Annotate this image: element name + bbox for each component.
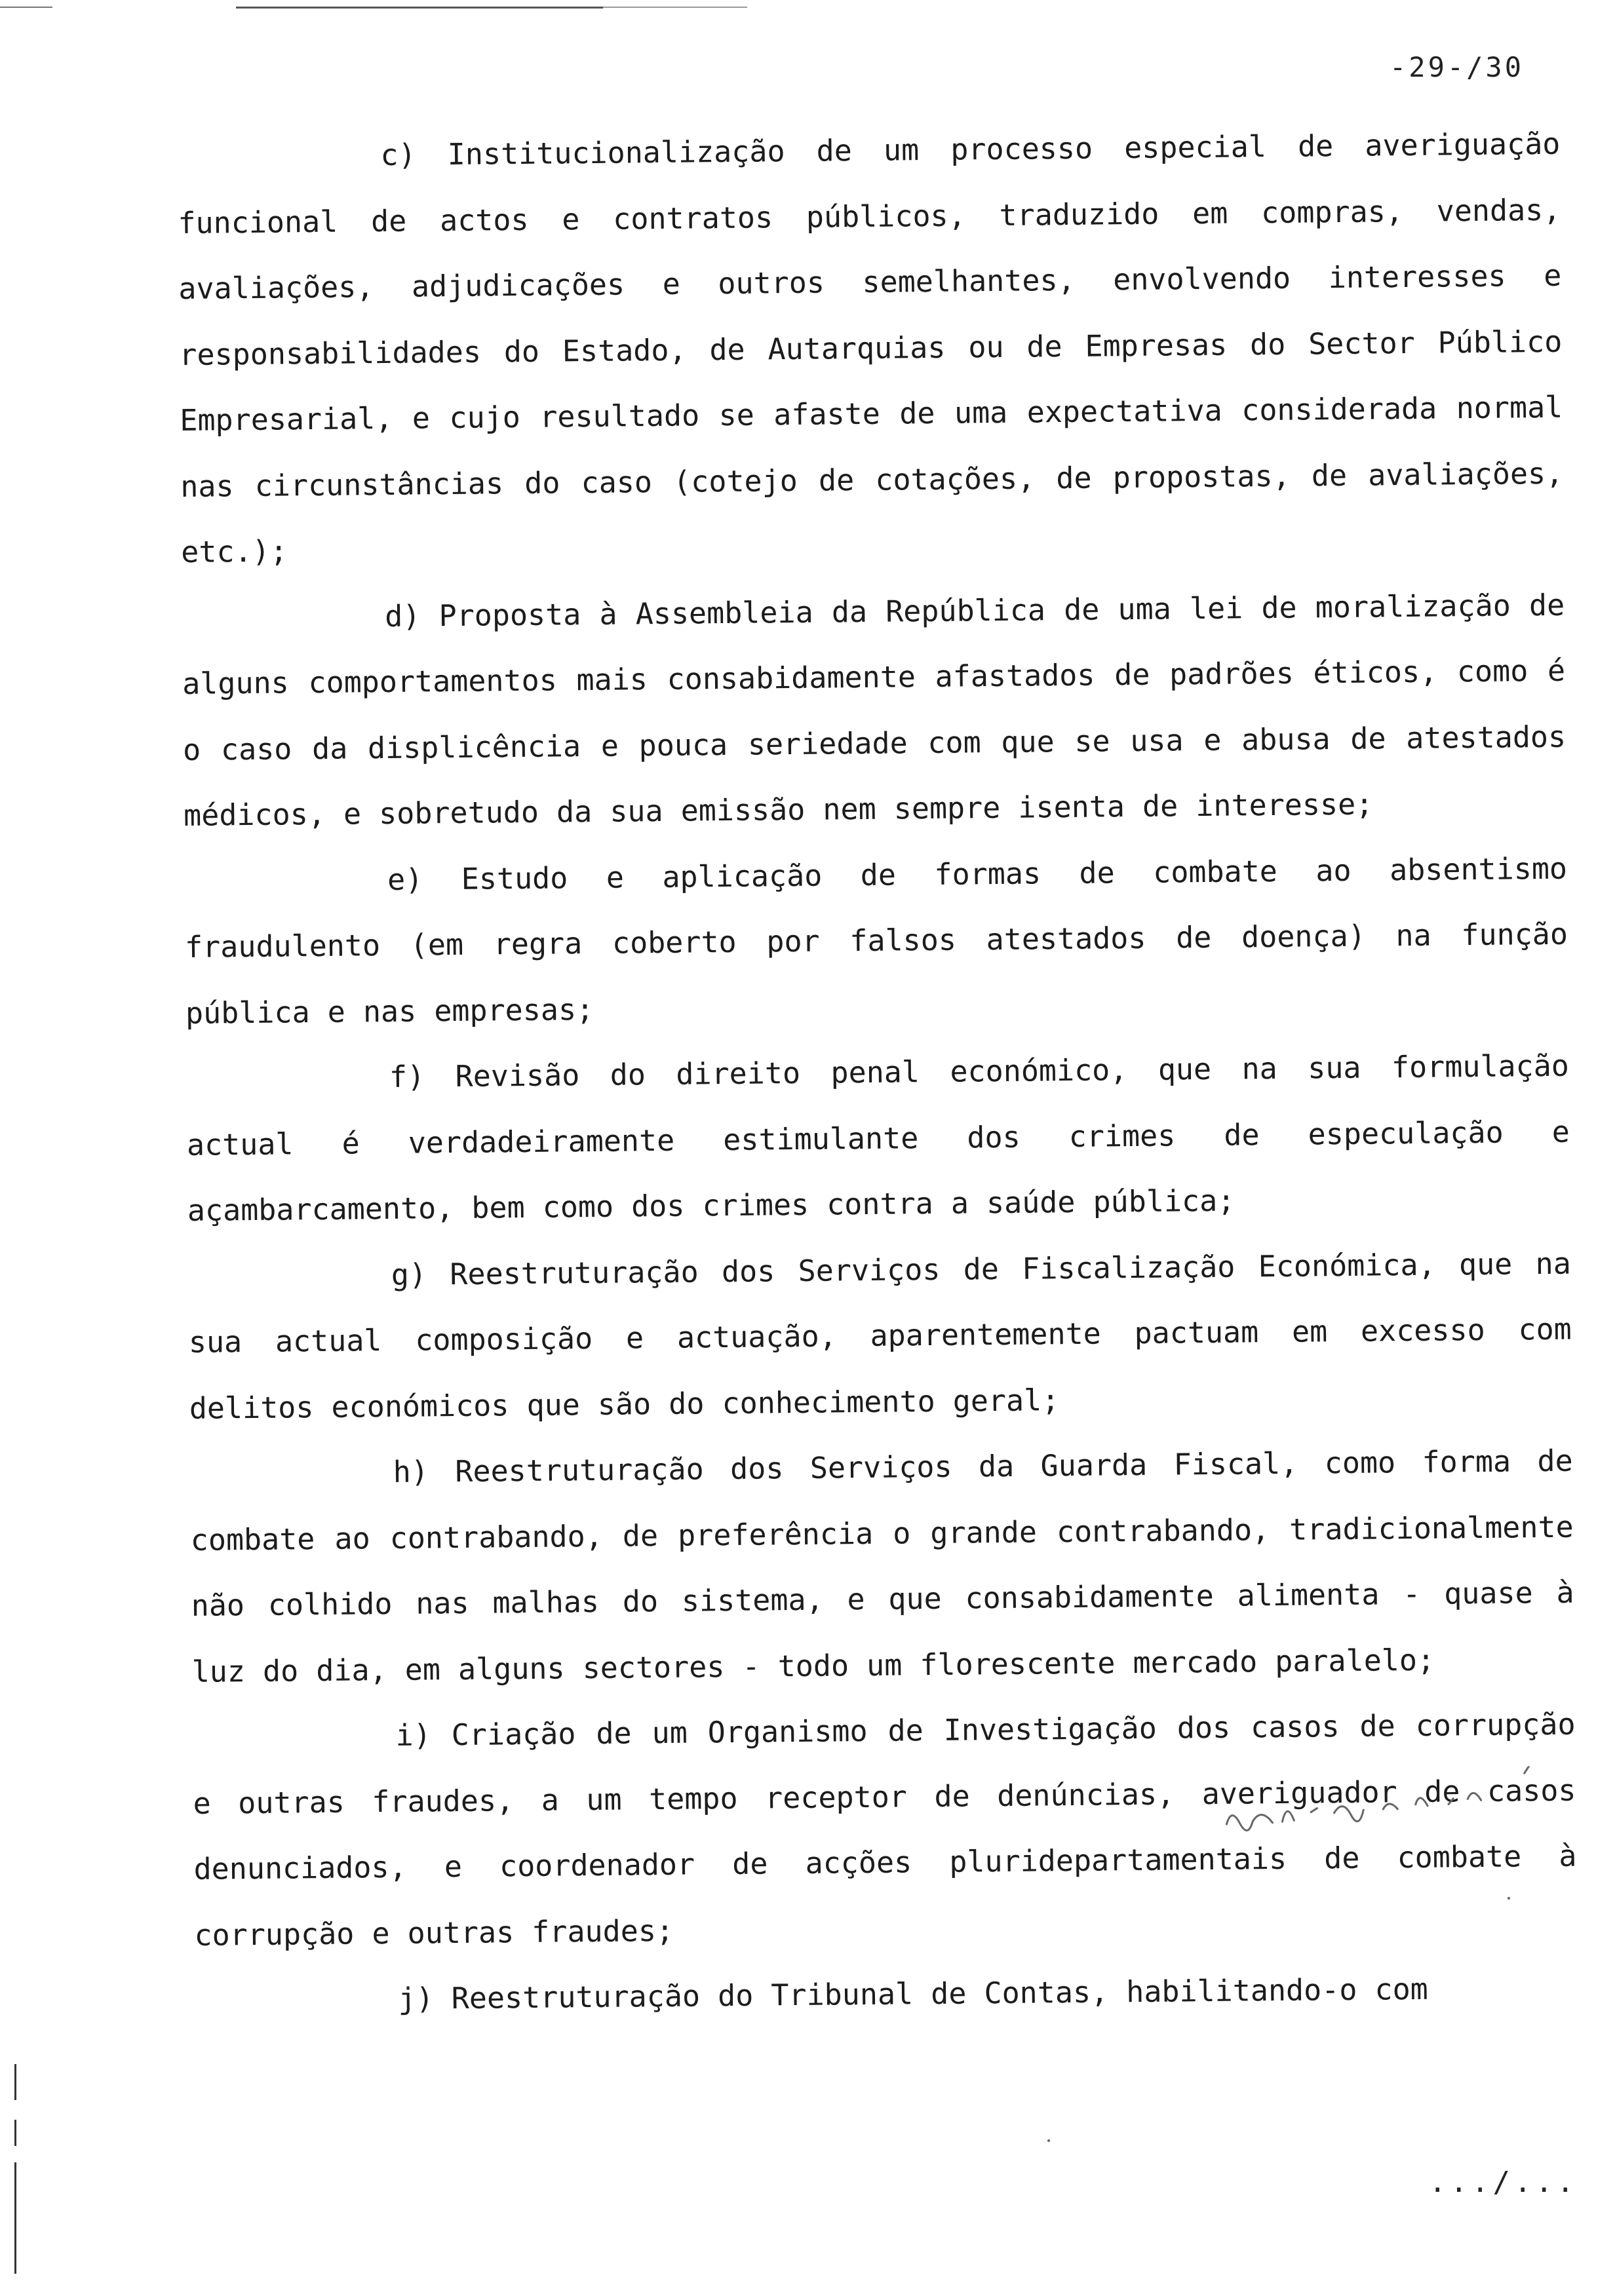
paragraph-i: i) Criação de um Organismo de Investigação dos casos de corrupção e outras fraudes, a um tempo receptor de denúncias, averiguador de casos denunciados, e coordenador de acções pluridepartamentais de combate à corrupção e outras fraudes; bbox=[193, 1706, 1577, 1953]
paragraph-f: f) Revisão do direito penal económico, que na sua formulação actual é verdadeiramente estimulante dos crimes de especulação e açambarcamento, bem como dos crimes contra a saúde pública; bbox=[186, 1048, 1570, 1228]
continuation-marker: .../... bbox=[1429, 2166, 1578, 2199]
document-body bbox=[177, 111, 1578, 2035]
paragraph-c: c) Institucionalização de um processo especial de averiguação funcional de actos e contratos públicos, traduzido em compras, vendas, avaliações, adjudicações e outros semelhantes, envolvendo interesses e responsabilidades do Estado, de Autarquias ou de Empresas do Sector Público Empresarial, e cujo resultado se afaste de uma expectativa considerada normal nas circunstâncias do caso (cotejo de cotações, de propostas, de avaliações, etc.); bbox=[178, 126, 1564, 569]
paragraph-h: h) Reestruturação dos Serviços da Guarda Fiscal, como forma de combate ao contrabando, de preferência o grande contrabando, tradicionalmente não colhido nas malhas do sistema, e que consabidamente alimenta - quase à luz do dia, em alguns sectores - todo um florescente mercado paralelo; bbox=[190, 1443, 1574, 1689]
left-binding-mark bbox=[14, 2120, 16, 2146]
paragraph-d: d) Proposta à Assembleia da República de uma lei de moralização de alguns comportamentos mais consabidamente afastados de padrões éticos, como é o caso da displicência e pouca seriedade com que se usa e abusa de atestados médicos, e sobretudo da sua emissão nem sempre isenta de interesse; bbox=[182, 587, 1566, 833]
paragraph-j: j) Reestruturação do Tribunal de Contas, habilitando-o com bbox=[398, 1971, 1429, 2016]
paragraph-e: e) Estudo e aplicação de formas de combate ao absentismo fraudulento (em regra coberto por falsos atestados de doença) na função pública e nas empresas; bbox=[184, 851, 1568, 1031]
left-binding-mark bbox=[14, 2064, 16, 2100]
top-edge-rule bbox=[236, 7, 603, 9]
page-number: -29-/30 bbox=[1390, 51, 1525, 83]
left-binding-mark bbox=[14, 2162, 16, 2274]
scan-speck bbox=[1508, 1897, 1510, 1900]
paragraph-g: g) Reestruturação dos Serviços de Fiscalização Económica, que na sua actual composição e actuação, aparentemente pactuam em excesso com delitos económicos que são do conhecimento geral; bbox=[188, 1246, 1572, 1426]
top-left-edge-rule bbox=[0, 7, 52, 8]
scan-speck bbox=[1047, 2139, 1050, 2142]
top-edge-rule-faint bbox=[603, 7, 747, 8]
